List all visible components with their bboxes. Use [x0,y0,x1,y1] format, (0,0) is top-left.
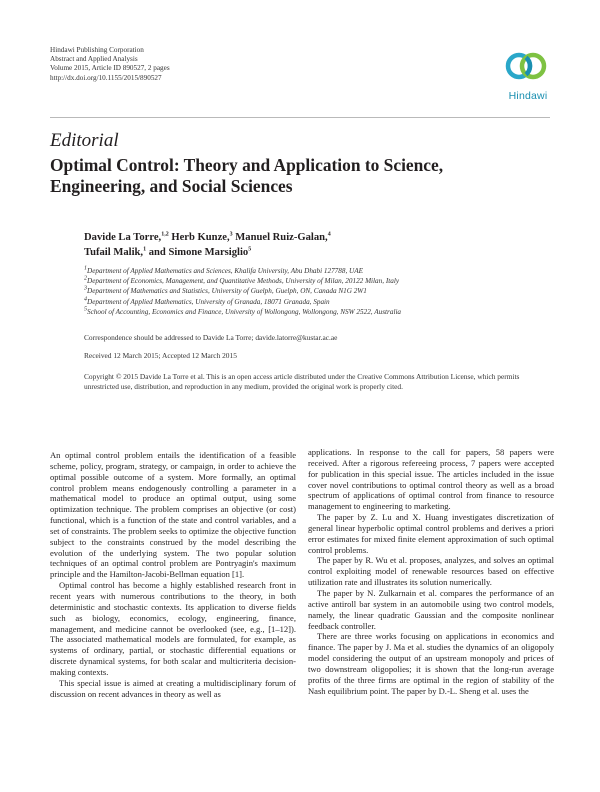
author-affiliation-mark: 5 [248,246,252,253]
author-name-text: Herb Kunze, [171,232,230,243]
body-column-right [308,447,554,696]
author-name-text: Davide La Torre, [84,232,162,243]
body-paragraph: The paper by N. Zulkarnain et al. compares the performance of an active antiroll bar system in an automobile using two control models, namely, the linear quadratic Gaussian and the composite nonlinear feedback controller. [308,587,554,631]
publisher-name: Hindawi Publishing Corporation [50,46,144,54]
body-paragraph: The paper by Z. Lu and X. Huang investigates discretization of general linear hyperbolic optimal control problems and derives a priori error estimates for mixed finite element approximation of such optimal control problems. [308,512,554,555]
journal-header [50,46,170,83]
author-name [171,232,232,243]
volume-info: Volume 2015, Article ID 890527, 2 pages [50,64,170,73]
author-name [149,247,251,258]
header-divider [50,117,550,118]
author-affiliation-mark: 4 [327,231,331,238]
affiliation-item [84,297,554,307]
received-dates: Received 12 March 2015; Accepted 12 March 2015 [84,351,237,360]
affiliation-text: Department of Applied Mathematics and Sciences, Khalifa University, Abu Dhabi 127788, UAE [87,267,364,275]
affiliation-item [84,307,554,317]
author-name [84,247,146,258]
affiliation-text: Department of Mathematics and Statistics, University of Guelph, Guelph, ON, Canada N1G 2W1 [87,287,367,296]
author-name-text: Tufail Malik, [84,247,144,258]
author-name-text: and Simone Marsiglio [148,247,249,258]
affiliation-number: 4 [84,296,87,303]
affiliation-number: 1 [84,265,87,272]
affiliation-number: 5 [84,306,87,313]
affiliation-text: Department of Applied Mathematics, University of Granada, 18071 Granada, Spain [87,297,330,306]
body-paragraph: An optimal control problem entails the identification of a feasible scheme, policy, program, strategy, or campaign, in order to achieve the optimal possible outcome of a system. More formally, an optimal control problem means endogenously controlling a parameter in a mathematical model to produce an optimal output, using some optimization technique. The problem comprises an objective (or cost) functional, which is a function of the state and control variables, and a set of constraints. The problem seeks to optimize the objective function subject to the constraints construed by the model describing the evolution of the underlying system. The two popular solution techniques of an optimal control problem are Pontryagin's maximum principle and the Hamilton-Jacobi-Bellman equation [1]. [50,450,296,580]
copyright-notice: Copyright © 2015 Davide La Torre et al. This is an open access article distributed under the Creative Commons Attribution License, which permits unrestricted use, distribution, and reproduction in any medium, provided the original work is properly cited. [84,372,520,392]
body-paragraph: Optimal control has become a highly established research front in recent years with numerous contributions to the theory, in both deterministic and stochastic contexts. Its application to diverse fields such as biology, economics, ecology, engineering, finance, management, and medicine cannot be overlooked (see, e.g., [1–12]). The associated mathematical models are formulated, for example, as systems of ordinary, partial, or stochastic differential equations or discrete dynamical systems, for both scalar and multicriteria decision-making contexts. [50,580,296,677]
affiliation-number: 2 [84,275,87,282]
hindawi-logo-icon [498,46,554,90]
body-paragraph: This special issue is aimed at creating a multidisciplinary forum of discussion on recent advances in theory as well as [50,677,296,699]
author-affiliation-mark: 1 [143,246,147,253]
author-affiliation-mark: 1,2 [161,231,169,238]
affiliation-item [84,276,554,286]
author-affiliation-mark: 3 [229,231,233,238]
affiliation-item [84,286,554,296]
body-column-left [50,450,296,699]
affiliation-text: School of Accounting, Economics and Finance, University of Wollongong, Wollongong, NSW 2522, Australia [87,307,402,316]
author-list [84,230,504,260]
article-title: Optimal Control: Theory and Application to Science, Engineering, and Social Sciences [50,155,444,196]
author-name [235,232,330,243]
author-name-text: Manuel Ruiz-Galan, [235,232,328,243]
author-name [84,232,169,243]
affiliation-number: 3 [84,286,87,293]
section-label: Editorial [50,130,119,151]
body-paragraph: applications. In response to the call for papers, 58 papers were received. After a rigorous refereeing process, 7 papers were accepted for publication in this special issue. The articles included in the issue cover novel contributions to optimal control theory as well as a broad spectrum of applications of optimal control from finance to resource management to engineering to marketing. [308,447,554,512]
body-paragraph: The paper by R. Wu et al. proposes, analyzes, and solves an optimal control exploiting model of renewable resources based on effective utilization rate and illustrates its solution numerically. [308,555,554,588]
correspondence-note: Correspondence should be addressed to Davide La Torre; davide.latorre@kustar.ac.ae [84,333,338,342]
affiliation-item [84,266,554,276]
body-paragraph: There are three works focusing on applications in economics and finance. The paper by J. Ma et al. studies the dynamics of an oligopoly model considering the output of an upstream monopoly and prices of two downstream oligopolies; it is shown that the long-run average profits of the three firms are optimal in the region of stability of the Nash equilibrium point. The paper by D.-L. Sheng et al. uses the [308,631,554,696]
affiliation-list [84,266,554,317]
doi-link[interactable]: http://dx.doi.org/10.1155/2015/890527 [50,73,162,82]
logo-text: Hindawi [508,90,548,102]
journal-name: Abstract and Applied Analysis [50,55,138,64]
hindawi-logo [498,46,554,106]
affiliation-text: Department of Economics, Management, and Quantitative Methods, University of Milan, 20122 Milan, Italy [87,277,400,286]
